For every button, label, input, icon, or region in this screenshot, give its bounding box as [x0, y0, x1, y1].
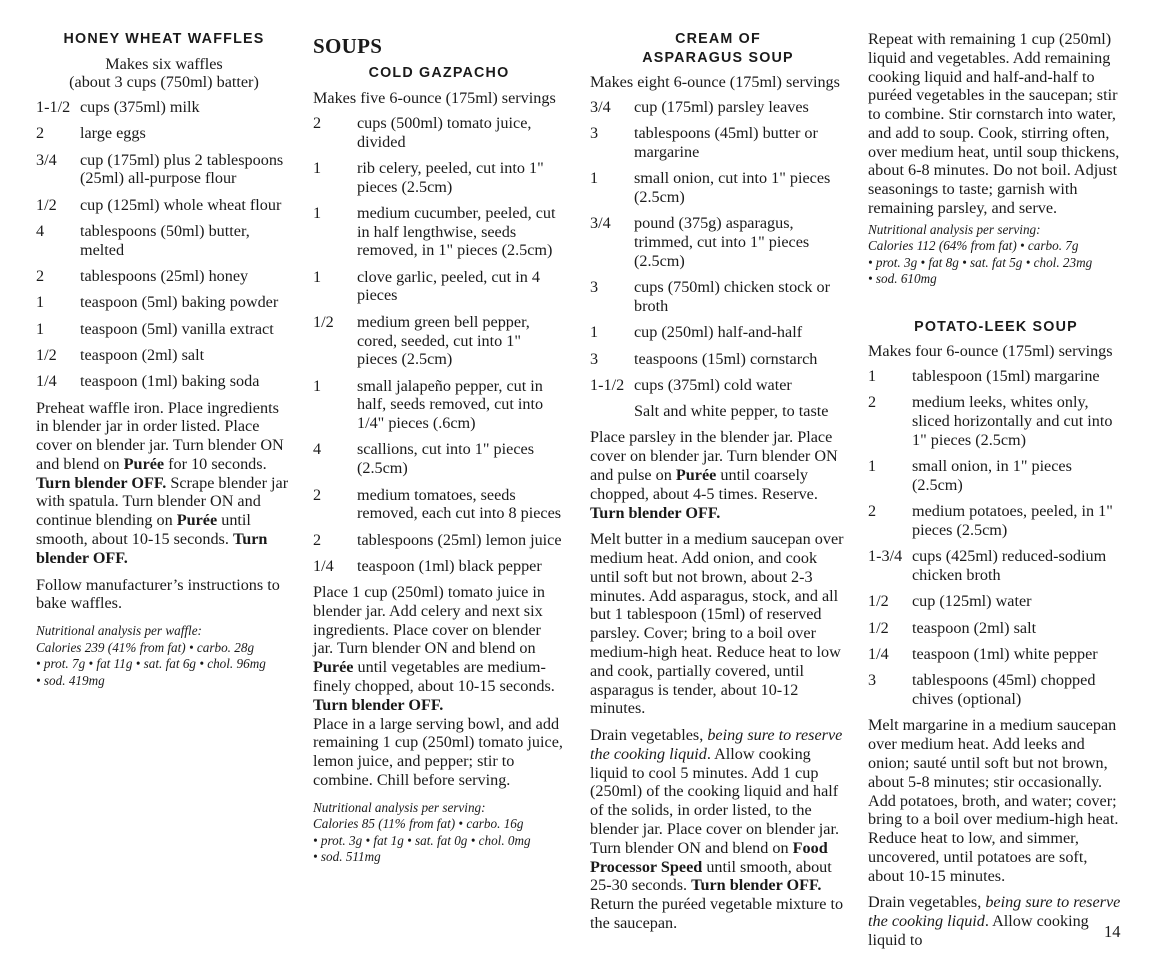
ingredient-quantity: 1/4 — [36, 372, 57, 391]
nutrition-info: Nutritional analysis per serving: Calories 85 (11% from fat) • carbo. 16g • prot. 3g • fat 1g • sat. fat 0g • chol. 0mg • sod. 511mg — [313, 799, 531, 865]
page-number: 14 — [1104, 922, 1121, 941]
ingredient-quantity: 1/2 — [313, 312, 334, 331]
ingredient-row — [868, 592, 1124, 611]
column-potato-leek — [868, 30, 1124, 958]
instructions-paragraph: Drain vegetables, being sure to reserve the cooking liquid. Allow cooking liquid to cool 5 minutes. Add 1 cup (250ml) of the cooking liquid and half of the solids, in order listed, to the blender jar. Place cover on blender jar. Turn blender ON and blend on Food Processor Speed until smooth, about 25-30 seconds. Turn blender OFF. Return the puréed vegetable mixture to the saucepan. — [590, 726, 844, 932]
ingredient-text: medium green bell pepper, cored, seeded, cut into 1" pieces (2.5cm) — [357, 312, 530, 369]
ingredient-quantity: 1 — [868, 457, 877, 476]
ingredient-row — [590, 98, 846, 117]
ingredient-quantity: 1 — [313, 158, 322, 177]
ingredient-row — [313, 557, 565, 576]
ingredient-quantity: 3/4 — [590, 214, 611, 233]
ingredient-row — [36, 372, 292, 391]
ingredient-list — [590, 98, 846, 421]
ingredient-text: teaspoon (1ml) baking soda — [80, 372, 260, 391]
ingredient-text: teaspoon (2ml) salt — [912, 618, 1037, 637]
ingredient-quantity: 1-1/2 — [36, 98, 71, 117]
ingredient-text: Salt and white pepper, to taste — [634, 402, 829, 421]
ingredient-quantity — [590, 402, 634, 421]
ingredient-row — [868, 393, 1124, 449]
ingredient-text: teaspoon (1ml) black pepper — [357, 556, 542, 575]
ingredient-text: cups (500ml) tomato juice, divided — [357, 113, 532, 151]
ingredient-text: teaspoon (5ml) baking powder — [80, 293, 279, 312]
ingredient-text: medium leeks, whites only, sliced horizontally and cut into 1" pieces (2.5cm) — [912, 393, 1113, 450]
ingredient-row — [313, 204, 565, 260]
ingredient-quantity: 2 — [868, 502, 877, 521]
instructions-paragraph: Follow manufacturer’s instructions to bake waffles. — [36, 575, 280, 613]
ingredient-quantity: 2 — [313, 113, 322, 132]
column-gazpacho — [313, 30, 565, 866]
ingredient-list — [313, 114, 565, 576]
recipe-yield — [36, 55, 292, 93]
ingredient-quantity: 3 — [868, 671, 877, 690]
instructions-paragraph: Melt butter in a medium saucepan over medium heat. Add onion, and cook until soft but not brown, about 2-3 minutes. Add asparagus, stock, and all but 1 tablespoon (15ml) of reserved parsley. Cover; bring to a boil over medium-high heat. Reduce heat to low and cook, partially covered, until asparagus is tender, about 10-12 minutes. — [590, 530, 844, 718]
ingredient-text: medium potatoes, peeled, in 1" pieces (2.5cm) — [912, 502, 1113, 540]
ingredient-row — [590, 402, 846, 421]
nutrition-info: Nutritional analysis per waffle: Calories 239 (41% from fat) • carbo. 28g • prot. 7g • fat 11g • sat. fat 6g • chol. 96mg • sod. 419mg — [36, 623, 266, 688]
ingredient-row — [868, 457, 1124, 495]
ingredient-row — [313, 486, 565, 524]
ingredient-row — [590, 278, 846, 316]
ingredient-row — [313, 159, 565, 197]
ingredient-row — [313, 114, 565, 152]
ingredient-quantity: 1/4 — [868, 645, 889, 664]
ingredient-quantity: 3/4 — [36, 150, 57, 169]
recipe-title: HONEY WHEAT WAFFLES — [63, 31, 265, 47]
ingredient-quantity: 4 — [36, 222, 45, 241]
instructions-paragraph: Place parsley in the blender jar. Place cover on blender jar. Turn blender ON and pulse on Purée until coarsely chopped, about 4-5 times. Reserve. Turn blender OFF. — [590, 428, 838, 522]
ingredient-row — [868, 645, 1124, 664]
ingredient-row — [590, 124, 846, 162]
ingredient-row — [868, 502, 1124, 540]
ingredient-quantity: 1 — [868, 367, 877, 386]
ingredient-text: cup (250ml) half-and-half — [634, 323, 803, 342]
ingredient-quantity: 4 — [313, 440, 322, 459]
ingredient-row — [868, 619, 1124, 638]
ingredient-quantity: 1-3/4 — [868, 547, 903, 566]
ingredient-text: teaspoon (1ml) white pepper — [912, 645, 1098, 664]
ingredient-row — [36, 151, 292, 189]
recipe-title: COLD GAZPACHO — [368, 65, 510, 82]
ingredient-text: tablespoons (45ml) butter or margarine — [634, 124, 818, 161]
ingredient-row — [313, 377, 565, 433]
recipe-title: CREAM OF ASPARAGUS SOUP — [642, 31, 794, 66]
ingredient-row — [868, 671, 1124, 709]
ingredient-text: small onion, in 1" pieces (2.5cm) — [912, 457, 1072, 495]
ingredient-quantity: 1-1/2 — [590, 375, 625, 394]
ingredient-quantity: 1/4 — [313, 556, 334, 575]
ingredient-row — [313, 268, 565, 306]
ingredient-quantity: 1 — [590, 169, 599, 188]
ingredient-quantity: 3 — [590, 124, 599, 143]
ingredient-text: scallions, cut into 1" pieces (2.5cm) — [357, 440, 534, 478]
ingredient-text: cups (425ml) reduced-sodium chicken broth — [912, 547, 1107, 585]
ingredient-quantity: 3 — [590, 278, 599, 297]
ingredient-text: tablespoon (15ml) margarine — [912, 367, 1100, 386]
ingredient-row — [36, 98, 292, 117]
nutrition-info: Nutritional analysis per serving: Calories 112 (64% from fat) • carbo. 7g • prot. 3g • fat 8g • sat. fat 5g • chol. 23mg • sod. 610mg — [868, 221, 1093, 287]
ingredient-quantity: 2 — [868, 393, 877, 412]
ingredient-quantity: 2 — [36, 124, 45, 143]
ingredient-row — [590, 350, 846, 369]
ingredient-row — [36, 222, 292, 260]
ingredient-text: small jalapeño pepper, cut in half, seeds removed, cut into 1/4" pieces (.6cm) — [357, 376, 544, 433]
ingredient-row — [868, 547, 1124, 585]
recipe-yield: Makes eight 6-ounce (175ml) servings — [590, 73, 840, 92]
ingredient-row — [36, 346, 292, 365]
recipe-title: POTATO-LEEK SOUP — [914, 318, 1078, 335]
instructions-paragraph: Preheat waffle iron. Place ingredients in blender jar in order listed. Place cover on blender jar. Turn blender ON and blend on Purée for 10 seconds. Turn blender OFF. Scrape blender jar with spatula. Turn blender ON and continue blending on Purée until smooth, about 10-15 seconds. Turn blender OFF. — [36, 398, 289, 567]
column-waffles — [36, 30, 292, 689]
ingredient-row — [313, 313, 565, 369]
recipe-yield: Makes four 6-ounce (175ml) servings — [868, 342, 1113, 361]
column-asparagus — [590, 30, 846, 941]
ingredient-text: teaspoons (15ml) cornstarch — [634, 349, 818, 368]
ingredient-text: tablespoons (45ml) chopped chives (optional) — [912, 671, 1096, 709]
ingredient-text: cup (125ml) water — [912, 592, 1032, 611]
ingredient-row — [36, 267, 292, 286]
ingredient-quantity: 1/2 — [36, 195, 57, 214]
ingredient-quantity: 2 — [36, 267, 45, 286]
ingredient-row — [313, 440, 565, 478]
ingredient-quantity: 1 — [313, 376, 322, 395]
ingredient-row — [36, 124, 292, 143]
ingredient-quantity: 1 — [36, 319, 45, 338]
ingredient-text: cup (175ml) parsley leaves — [634, 97, 809, 116]
ingredient-list — [868, 367, 1124, 709]
ingredient-quantity: 1/2 — [36, 345, 57, 364]
ingredient-text: teaspoon (5ml) vanilla extract — [80, 319, 274, 338]
ingredient-text: small onion, cut into 1" pieces (2.5cm) — [634, 169, 831, 207]
ingredient-text: cups (375ml) cold water — [634, 375, 792, 394]
ingredient-text: medium cucumber, peeled, cut in half lengthwise, seeds removed, in 1" pieces (2.5cm) — [357, 203, 556, 260]
ingredient-list — [36, 98, 292, 391]
ingredient-quantity: 3/4 — [590, 97, 611, 116]
ingredient-text: cup (125ml) whole wheat flour — [80, 195, 282, 214]
yield-line: (about 3 cups (750ml) batter) — [69, 73, 259, 92]
ingredient-quantity: 1 — [36, 293, 45, 312]
ingredient-text: medium tomatoes, seeds removed, each cut into 8 pieces — [357, 485, 562, 523]
ingredient-text: cups (750ml) chicken stock or broth — [634, 278, 830, 315]
instructions-paragraph: Place in a large serving bowl, and add remaining 1 cup (250ml) tomato juice, lemon juice, and pepper; stir to combine. Chill before serving. — [313, 714, 563, 789]
ingredient-quantity: 1/2 — [868, 618, 889, 637]
ingredient-quantity: 1 — [313, 267, 322, 286]
ingredient-text: clove garlic, peeled, cut in 4 pieces — [357, 267, 540, 305]
ingredient-quantity: 1/2 — [868, 592, 889, 611]
ingredient-text: tablespoons (25ml) lemon juice — [357, 530, 562, 549]
ingredient-row — [590, 376, 846, 395]
ingredient-row — [590, 214, 846, 270]
section-heading: SOUPS — [313, 34, 383, 58]
ingredient-text: pound (375g) asparagus, trimmed, cut into 1" pieces (2.5cm) — [634, 214, 810, 270]
ingredient-text: cups (375ml) milk — [80, 98, 200, 117]
instructions-paragraph: Melt margarine in a medium saucepan over medium heat. Add leeks and onion; sauté until soft but not brown, about 5-8 minutes; stir occasionally. Add potatoes, broth, and water; cover; bring to a boil over medium-high heat. Reduce heat to low, and simmer, uncovered, until potatoes are soft, about 10-15 minutes. — [868, 716, 1119, 885]
ingredient-row — [36, 293, 292, 312]
ingredient-row — [590, 169, 846, 207]
ingredient-row — [868, 367, 1124, 386]
instructions-paragraph: Drain vegetables, being sure to reserve the cooking liquid. Allow cooking liquid to — [868, 893, 1121, 949]
ingredient-quantity: 1 — [313, 203, 322, 222]
ingredient-row — [590, 323, 846, 342]
ingredient-text: tablespoons (25ml) honey — [80, 267, 249, 286]
ingredient-text: teaspoon (2ml) salt — [80, 345, 205, 364]
ingredient-text: cup (175ml) plus 2 tablespoons (25ml) all-purpose flour — [80, 150, 284, 188]
ingredient-quantity: 3 — [590, 349, 599, 368]
instructions-paragraph: Repeat with remaining 1 cup (250ml) liquid and vegetables. Add remaining cooking liquid and half-and-half to puréed vegetables in the saucepan; stir to combine. Stir cornstarch into water, and add to soup. Cook, stirring often, over medium heat, until soup thickens, about 6-8 minutes. Do not boil. Adjust seasonings to taste; garnish with remaining parsley, and serve. — [868, 30, 1120, 218]
ingredient-row — [36, 320, 292, 339]
yield-line: Makes six waffles — [105, 54, 223, 73]
instructions-paragraph: Place 1 cup (250ml) tomato juice in blender jar. Add celery and next six ingredients. Place cover on blender jar. Turn blender ON and blend on Purée until vegetables are medium-finely chopped, about 10-15 seconds. Turn blender OFF. — [313, 583, 555, 714]
ingredient-quantity: 2 — [313, 485, 322, 504]
ingredient-row — [36, 196, 292, 215]
ingredient-text: rib celery, peeled, cut into 1" pieces (2.5cm) — [357, 158, 544, 196]
ingredient-row — [313, 531, 565, 550]
recipe-yield: Makes five 6-ounce (175ml) servings — [313, 88, 556, 107]
ingredient-quantity: 1 — [590, 323, 599, 342]
ingredient-text: tablespoons (50ml) butter, melted — [80, 222, 250, 259]
ingredient-quantity: 2 — [313, 530, 322, 549]
ingredient-text: large eggs — [80, 124, 146, 143]
